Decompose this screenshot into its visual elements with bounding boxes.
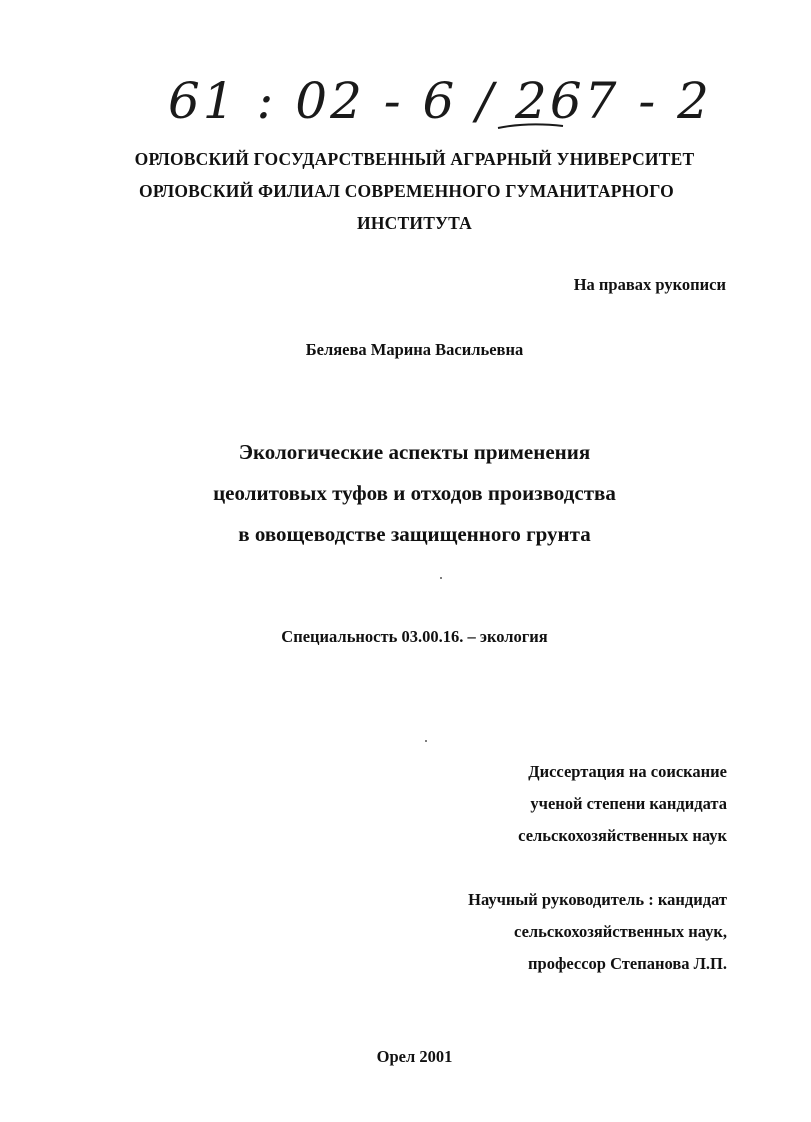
handwritten-code-svg — [168, 66, 712, 136]
advisor-block — [468, 884, 727, 980]
specialty-line: Специальность 03.00.16. – экология — [281, 627, 548, 646]
dissertation-line-2: ученой степени кандидата — [530, 794, 727, 813]
advisor-line-1: Научный руководитель : кандидат — [468, 890, 727, 909]
institute-name-line-1: ОРЛОВСКИЙ ФИЛИАЛ СОВРЕМЕННОГО ГУМАНИТАРНОГО — [139, 181, 674, 201]
thesis-title-line-2: цеолитовых туфов и отходов производства — [213, 481, 616, 505]
city-year: Орел 2001 — [376, 1047, 453, 1066]
manuscript-rights-note: На правах рукописи — [573, 275, 726, 294]
scan-speck — [425, 740, 427, 742]
dissertation-line-3: сельскохозяйственных наук — [518, 826, 727, 845]
handwritten-archive-code — [168, 66, 712, 136]
scan-speck — [440, 577, 442, 579]
dissertation-line-1: Диссертация на соискание — [528, 762, 727, 781]
thesis-title-line-1: Экологические аспекты применения — [238, 440, 591, 464]
advisor-line-3: профессор Степанова Л.П. — [528, 954, 727, 973]
dissertation-block — [518, 756, 727, 852]
university-name: ОРЛОВСКИЙ ГОСУДАРСТВЕННЫЙ АГРАРНЫЙ УНИВЕРСИТЕТ — [134, 149, 695, 169]
author-name: Беляева Марина Васильевна — [305, 340, 524, 359]
thesis-title-line-3: в овощеводстве защищенного грунта — [238, 522, 591, 546]
institute-name-line-2: ИНСТИТУТА — [357, 213, 472, 233]
advisor-line-2: сельскохозяйственных наук, — [514, 922, 727, 941]
handwritten-code-text: 61 : 02 - 6 / 267 - 2 — [168, 72, 712, 130]
